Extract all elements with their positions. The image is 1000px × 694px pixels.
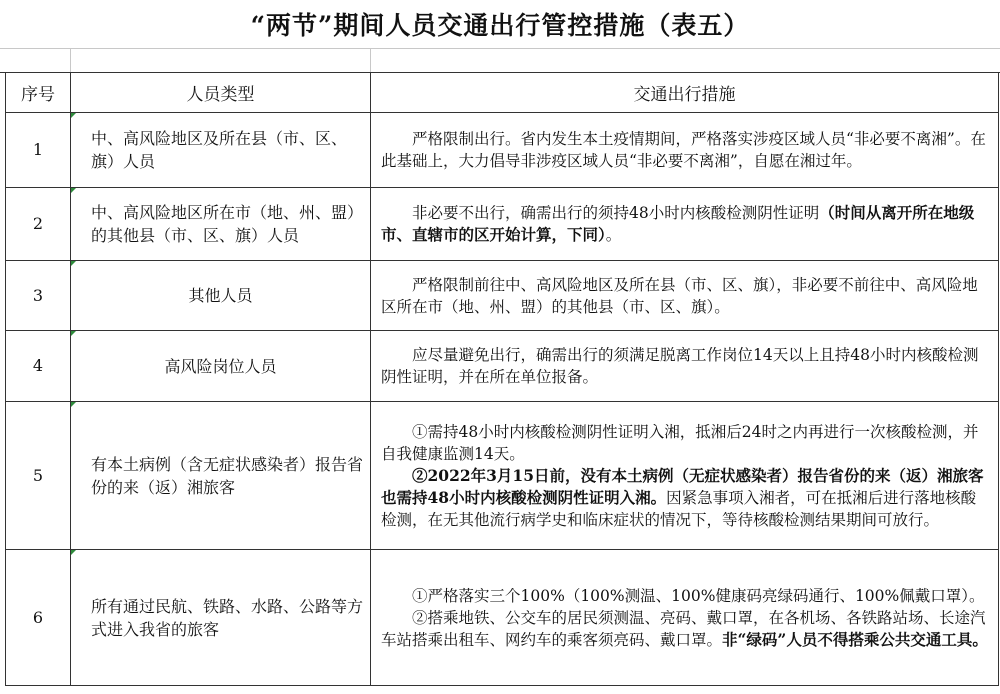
cell-note-marker — [71, 188, 76, 193]
cell-note-marker — [71, 113, 76, 118]
person-type-text: 高风险岗位人员 — [164, 356, 277, 376]
row-index[interactable]: 2 — [6, 188, 71, 261]
row-measures[interactable] — [371, 331, 999, 402]
row-person-type[interactable] — [71, 261, 371, 331]
cell-note-marker — [71, 261, 76, 266]
row-measures[interactable] — [371, 402, 999, 550]
measure-paragraph — [381, 585, 990, 607]
measure-paragraph — [381, 128, 990, 172]
table-row — [6, 261, 999, 331]
row-person-type[interactable] — [71, 188, 371, 261]
table-row — [6, 188, 999, 261]
cell-note-marker — [71, 331, 76, 336]
gridline — [70, 48, 71, 72]
table-row — [6, 331, 999, 402]
measure-tail-text: 。 — [605, 226, 622, 244]
row-person-type[interactable] — [71, 331, 371, 402]
page-title: “两节”期间人员交通出行管控措施（表五） — [0, 0, 1000, 49]
measure-text: 非必要不出行，确需出行的须持48小时内核酸检测阴性证明 — [412, 204, 820, 222]
person-type-text: 中、高风险地区及所在县（市、区、旗）人员 — [91, 129, 348, 171]
measure-tail-text: 因紧急事项入湘者，可在抵湘后进行落地核酸检测，在无其他流行病学史和临床症状的情况下，等待核酸检测结果期间可放行。 — [381, 488, 977, 529]
empty-spreadsheet-row — [0, 48, 1000, 73]
measure-text: 应尽量避免出行，确需出行的须满足脱离工作岗位14天以上且持48小时内核酸检测阴性证明，并在所在单位报备。 — [381, 346, 979, 386]
person-type-text: 其他人员 — [188, 286, 253, 305]
header-travel-measures[interactable]: 交通出行措施 — [371, 73, 999, 113]
row-measures[interactable] — [371, 188, 999, 261]
row-measures[interactable] — [371, 113, 999, 188]
measure-text: 严格限制前往中、高风险地区及所在县（市、区、旗），非必要不前往中、高风险地区所在市（地、州、盟）的其他县（市、区、旗）。 — [381, 275, 978, 316]
row-measures[interactable] — [371, 550, 999, 686]
measure-paragraph — [381, 465, 990, 531]
row-index[interactable]: 4 — [6, 331, 71, 402]
row-person-type[interactable] — [71, 113, 371, 188]
measure-text: ①需持48小时内核酸检测阴性证明入湘，抵湘后24时之内再进行一次核酸检测，并自我健康监测14天。 — [381, 422, 979, 463]
measure-bold-text: ②2022年3月15日前，没有本土病例（无症状感染者）报告省份的来（返）湘旅客也需持48小时内核酸检测阴性证明入湘。 — [381, 465, 984, 507]
row-index[interactable]: 3 — [6, 261, 71, 331]
measure-text: ①严格落实三个100%（100%测温、100%健康码亮绿码通行、100%佩戴口罩）。 — [412, 586, 985, 605]
measures-table — [5, 72, 999, 686]
person-type-text: 所有通过民航、铁路、水路、公路等方式进入我省的旅客 — [91, 596, 364, 639]
row-index[interactable]: 5 — [6, 402, 71, 550]
measure-paragraph — [381, 607, 990, 651]
header-index[interactable]: 序号 — [6, 73, 71, 113]
measure-paragraph — [381, 274, 990, 318]
measure-text: ②搭乘地铁、公交车的居民须测温、亮码、戴口罩，在各机场、各铁路站场、长途汽车站搭乘出租车、网约车的乘客须亮码、戴口罩。 — [381, 608, 986, 649]
table-row — [6, 402, 999, 550]
measure-text: 严格限制出行。省内发生本土疫情期间，严格落实涉疫区域人员“非必要不离湘”。在此基础上，大力倡导非涉疫区域人员“非必要不离湘”，自愿在湘过年。 — [381, 130, 986, 170]
gridline — [370, 48, 371, 72]
measure-bold-text: 非“绿码”人员不得搭乘公共交通工具。 — [722, 629, 988, 649]
row-index[interactable]: 6 — [6, 550, 71, 686]
table-row — [6, 113, 999, 188]
header-person-type[interactable]: 人员类型 — [71, 73, 371, 113]
cell-note-marker — [71, 550, 76, 555]
cell-note-marker — [71, 402, 76, 407]
measure-paragraph — [381, 421, 990, 465]
row-person-type[interactable] — [71, 550, 371, 686]
measure-bold-text: （时间从离开所在地级市、直辖市的区开始计算，下同） — [381, 203, 975, 244]
row-person-type[interactable] — [71, 402, 371, 550]
person-type-text: 中、高风险地区所在市（地、州、盟）的其他县（市、区、旗）人员 — [91, 203, 364, 245]
row-index[interactable]: 1 — [6, 113, 71, 188]
person-type-text: 有本土病例（含无症状感染者）报告省份的来（返）湘旅客 — [91, 454, 364, 497]
row-measures[interactable] — [371, 261, 999, 331]
measure-paragraph — [381, 344, 990, 388]
table-header-row — [6, 73, 999, 113]
measure-paragraph — [381, 202, 990, 246]
table-row — [6, 550, 999, 686]
